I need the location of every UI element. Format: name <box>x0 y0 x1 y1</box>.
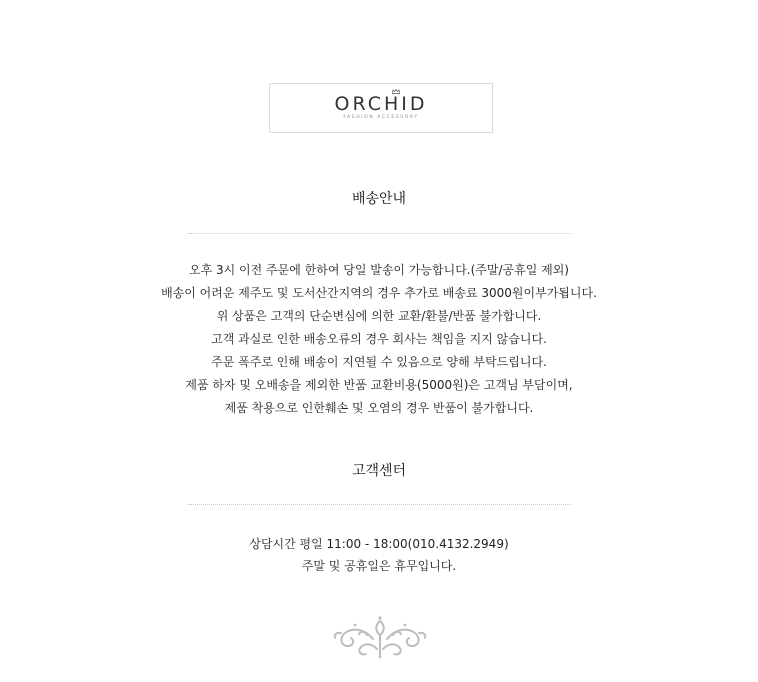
customer-center-info-list <box>0 533 758 577</box>
customer-center-line: 주말 및 공휴일은 휴무입니다. <box>301 559 457 573</box>
customer-center-line: 상담시간 평일 11:00 - 18:00(010.4132.2949) <box>249 537 509 551</box>
shipping-info-line: 고객 과실로 인한 배송오류의 경우 회사는 책임을 지지 않습니다. <box>211 332 547 346</box>
logo-name: ORCHID <box>334 93 428 115</box>
shipping-info-line: 오후 3시 이전 주문에 한하여 당일 발송이 가능합니다.(주말/공휴일 제외) <box>189 263 569 277</box>
shipping-title: 배송안내 <box>351 191 407 207</box>
logo-box <box>269 83 493 133</box>
shipping-info-line: 위 상품은 고객의 단순변심에 의한 교환/환불/반품 불가합니다. <box>216 309 542 323</box>
shipping-info-list <box>0 259 758 420</box>
ornament-icon <box>331 615 429 659</box>
shipping-divider <box>188 233 572 234</box>
shipping-info-line: 배송이 어려운 제주도 및 도서산간지역의 경우 추가로 배송료 3000원이부가됩니다. <box>161 286 597 300</box>
shipping-info-line: 주문 폭주로 인해 배송이 지연될 수 있음으로 양해 부탁드립니다. <box>211 355 547 369</box>
shipping-info-line: 제품 하자 및 오배송을 제외한 반품 교환비용(5000원)은 고객님 부담이며, <box>185 378 573 392</box>
shipping-info-line: 제품 착용으로 인한훼손 및 오염의 경우 반품이 불가합니다. <box>224 401 534 415</box>
logo-tagline: FASHION ACCESSORY <box>343 115 419 120</box>
customer-center-title: 고객센터 <box>351 463 407 479</box>
crown-icon <box>392 89 400 94</box>
customer-center-divider <box>188 504 572 505</box>
